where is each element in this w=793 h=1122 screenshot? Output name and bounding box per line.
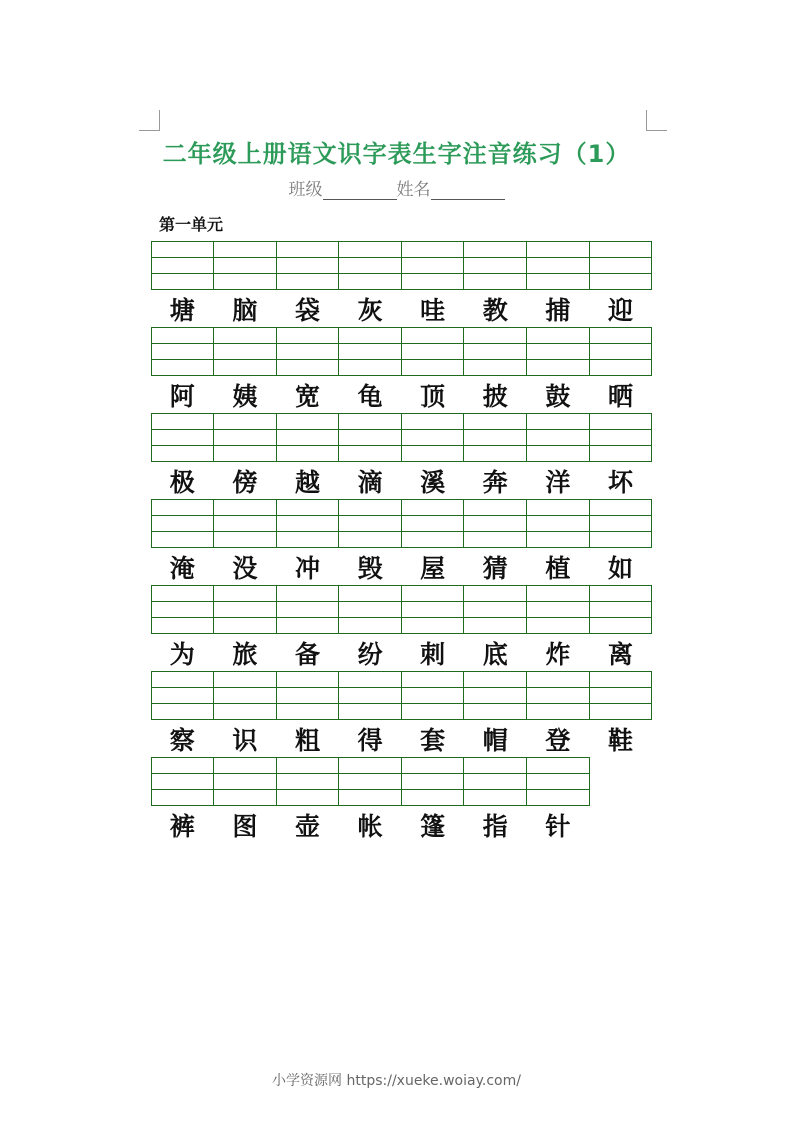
hanzi-character: 纷 [357,640,383,669]
hanzi-character: 捕 [545,296,571,325]
pinyin-cell[interactable] [401,445,465,462]
pinyin-cell[interactable] [276,789,340,806]
pinyin-cell[interactable] [401,429,465,446]
pinyin-cell[interactable] [526,617,590,634]
hanzi-character: 识 [232,726,258,755]
hanzi-character: 离 [607,640,633,669]
pinyin-cell[interactable] [213,445,277,462]
pinyin-cell[interactable] [338,687,402,704]
pinyin-cell[interactable] [213,241,277,258]
pinyin-cell[interactable] [463,757,527,774]
hanzi-character: 猜 [482,554,508,583]
hanzi-character: 教 [482,296,508,325]
pinyin-cell[interactable] [463,499,527,516]
pinyin-cell[interactable] [151,617,215,634]
pinyin-cell[interactable] [589,413,653,430]
pinyin-cell[interactable] [463,445,527,462]
pinyin-cell[interactable] [401,617,465,634]
pinyin-cell[interactable] [213,327,277,344]
hanzi-character: 屋 [420,554,446,583]
pinyin-writing-grid [151,671,652,719]
pinyin-cell[interactable] [338,273,402,290]
hanzi-character: 针 [545,812,571,841]
pinyin-cell[interactable] [338,413,402,430]
pinyin-cell[interactable] [338,359,402,376]
hanzi-character: 袋 [294,296,320,325]
hanzi-character: 裤 [169,812,195,841]
pinyin-cell[interactable] [213,429,277,446]
hanzi-character: 淹 [169,554,195,583]
pinyin-cell[interactable] [526,757,590,774]
pinyin-cell[interactable] [276,241,340,258]
pinyin-cell[interactable] [526,789,590,806]
page-title: 二年级上册语文识字表生字注音练习（1） [162,140,631,168]
hanzi-character: 灰 [357,296,383,325]
hanzi-character: 如 [607,554,633,583]
character-row [151,461,652,501]
name-blank-field[interactable] [431,181,505,200]
pinyin-cell[interactable] [589,445,653,462]
page-corner-mark-left [139,110,160,131]
hanzi-character: 洋 [545,468,571,497]
pinyin-cell[interactable] [463,343,527,360]
pinyin-cell[interactable] [526,671,590,688]
pinyin-writing-grid [151,413,652,461]
pinyin-cell[interactable] [338,757,402,774]
pinyin-cell[interactable] [463,671,527,688]
hanzi-character: 底 [482,640,508,669]
hanzi-character: 得 [357,726,383,755]
pinyin-cell[interactable] [338,703,402,720]
pinyin-cell[interactable] [213,343,277,360]
character-row [151,375,652,415]
pinyin-cell[interactable] [589,515,653,532]
pinyin-cell[interactable] [401,327,465,344]
pinyin-cell[interactable] [463,773,527,790]
pinyin-cell[interactable] [526,359,590,376]
pinyin-cell[interactable] [276,531,340,548]
pinyin-cell[interactable] [463,273,527,290]
pinyin-cell[interactable] [401,241,465,258]
pinyin-cell[interactable] [213,671,277,688]
pinyin-cell[interactable] [401,585,465,602]
pinyin-cell[interactable] [589,585,653,602]
pinyin-cell[interactable] [526,413,590,430]
pinyin-cell[interactable] [213,703,277,720]
pinyin-cell[interactable] [213,499,277,516]
hanzi-character: 哇 [420,296,446,325]
pinyin-writing-grid [151,241,652,289]
pinyin-cell[interactable] [151,789,215,806]
pinyin-cell[interactable] [213,531,277,548]
hanzi-character: 壶 [294,812,320,841]
hanzi-character: 塘 [169,296,195,325]
hanzi-character: 鼓 [545,382,571,411]
pinyin-writing-grid [151,585,652,633]
hanzi-character: 溪 [420,468,446,497]
pinyin-cell[interactable] [276,617,340,634]
name-label: 姓名 [396,180,431,200]
pinyin-cell[interactable] [401,757,465,774]
pinyin-cell[interactable] [338,601,402,618]
pinyin-cell[interactable] [276,359,340,376]
hanzi-character: 傍 [232,468,258,497]
character-row [151,633,652,673]
pinyin-cell[interactable] [276,687,340,704]
pinyin-cell[interactable] [401,257,465,274]
hanzi-character: 没 [232,554,258,583]
pinyin-cell[interactable] [589,257,653,274]
pinyin-cell[interactable] [213,273,277,290]
class-blank-field[interactable] [323,181,397,200]
pinyin-cell[interactable] [401,703,465,720]
pinyin-cell[interactable] [151,531,215,548]
pinyin-cell[interactable] [463,789,527,806]
pinyin-cell[interactable] [151,257,215,274]
pinyin-cell[interactable] [401,773,465,790]
hanzi-character: 阿 [169,382,195,411]
student-info-line [0,175,793,200]
pinyin-cell[interactable] [338,429,402,446]
hanzi-character: 龟 [357,382,383,411]
pinyin-cell[interactable] [213,687,277,704]
hanzi-character: 极 [169,468,195,497]
pinyin-cell[interactable] [276,343,340,360]
hanzi-character: 滴 [357,468,383,497]
pinyin-cell[interactable] [589,671,653,688]
pinyin-cell[interactable] [213,617,277,634]
hanzi-character: 套 [420,726,446,755]
pinyin-cell[interactable] [526,585,590,602]
pinyin-cell[interactable] [276,327,340,344]
hanzi-character: 毁 [357,554,383,583]
practice-block [151,413,652,501]
pinyin-cell[interactable] [526,531,590,548]
pinyin-cell[interactable] [151,499,215,516]
pinyin-cell[interactable] [338,445,402,462]
pinyin-cell[interactable] [589,687,653,704]
hanzi-character: 帽 [482,726,508,755]
pinyin-cell[interactable] [276,601,340,618]
pinyin-cell[interactable] [401,343,465,360]
pinyin-cell[interactable] [151,445,215,462]
pinyin-cell[interactable] [213,359,277,376]
pinyin-cell[interactable] [463,703,527,720]
character-row [151,289,652,329]
practice-block [151,671,652,759]
pinyin-cell[interactable] [213,789,277,806]
pinyin-cell[interactable] [276,429,340,446]
pinyin-cell[interactable] [401,413,465,430]
hanzi-character: 炸 [545,640,571,669]
pinyin-cell[interactable] [338,671,402,688]
pinyin-cell[interactable] [213,585,277,602]
hanzi-character: 帐 [357,812,383,841]
pinyin-cell[interactable] [151,773,215,790]
pinyin-cell[interactable] [463,327,527,344]
practice-block [151,757,589,845]
pinyin-cell[interactable] [463,531,527,548]
pinyin-cell[interactable] [526,515,590,532]
pinyin-cell[interactable] [589,601,653,618]
pinyin-cell[interactable] [401,687,465,704]
hanzi-character: 宽 [294,382,320,411]
hanzi-character: 察 [169,726,195,755]
pinyin-cell[interactable] [589,241,653,258]
pinyin-cell[interactable] [151,703,215,720]
pinyin-cell[interactable] [463,585,527,602]
pinyin-cell[interactable] [213,413,277,430]
pinyin-cell[interactable] [338,617,402,634]
hanzi-character: 晒 [607,382,633,411]
character-row [151,805,589,845]
pinyin-cell[interactable] [151,273,215,290]
pinyin-cell[interactable] [338,499,402,516]
pinyin-cell[interactable] [338,515,402,532]
hanzi-character: 披 [482,382,508,411]
pinyin-cell[interactable] [463,257,527,274]
pinyin-cell[interactable] [276,257,340,274]
pinyin-cell[interactable] [213,757,277,774]
pinyin-cell[interactable] [151,429,215,446]
pinyin-cell[interactable] [151,687,215,704]
character-row [151,547,652,587]
pinyin-cell[interactable] [463,241,527,258]
pinyin-cell[interactable] [589,429,653,446]
practice-block [151,499,652,587]
hanzi-character: 越 [294,468,320,497]
pinyin-cell[interactable] [213,257,277,274]
pinyin-writing-grid [151,327,652,375]
pinyin-cell[interactable] [526,445,590,462]
hanzi-character: 冲 [294,554,320,583]
pinyin-cell[interactable] [151,757,215,774]
pinyin-cell[interactable] [338,241,402,258]
pinyin-cell[interactable] [526,429,590,446]
pinyin-cell[interactable] [276,499,340,516]
pinyin-cell[interactable] [463,413,527,430]
pinyin-cell[interactable] [151,601,215,618]
pinyin-cell[interactable] [526,343,590,360]
pinyin-cell[interactable] [589,703,653,720]
pinyin-cell[interactable] [589,617,653,634]
pinyin-cell[interactable] [276,671,340,688]
hanzi-character: 为 [169,640,195,669]
hanzi-character: 迎 [607,296,633,325]
pinyin-cell[interactable] [401,601,465,618]
pinyin-cell[interactable] [463,515,527,532]
pinyin-cell[interactable] [151,241,215,258]
pinyin-cell[interactable] [338,327,402,344]
pinyin-cell[interactable] [589,499,653,516]
pinyin-cell[interactable] [401,359,465,376]
pinyin-cell[interactable] [151,343,215,360]
pinyin-cell[interactable] [213,601,277,618]
practice-block [151,241,652,329]
pinyin-cell[interactable] [276,703,340,720]
pinyin-cell[interactable] [401,499,465,516]
pinyin-cell[interactable] [526,687,590,704]
practice-block [151,585,652,673]
character-row [151,719,652,759]
pinyin-cell[interactable] [589,531,653,548]
pinyin-cell[interactable] [526,241,590,258]
pinyin-cell[interactable] [151,327,215,344]
pinyin-cell[interactable] [276,757,340,774]
footer-watermark: 小学资源网 https://xueke.woiay.com/ [272,1073,521,1089]
pinyin-cell[interactable] [276,515,340,532]
pinyin-cell[interactable] [463,429,527,446]
pinyin-writing-grid [151,757,589,805]
hanzi-character: 篷 [420,812,446,841]
hanzi-character: 图 [232,812,258,841]
pinyin-cell[interactable] [338,531,402,548]
pinyin-cell[interactable] [589,273,653,290]
pinyin-cell[interactable] [463,359,527,376]
pinyin-cell[interactable] [338,343,402,360]
pinyin-cell[interactable] [589,343,653,360]
hanzi-character: 登 [545,726,571,755]
hanzi-character: 鞋 [607,726,633,755]
pinyin-cell[interactable] [589,359,653,376]
pinyin-cell[interactable] [151,359,215,376]
pinyin-cell[interactable] [401,531,465,548]
hanzi-character: 坏 [607,468,633,497]
pinyin-cell[interactable] [401,671,465,688]
hanzi-character: 奔 [482,468,508,497]
pinyin-cell[interactable] [151,413,215,430]
pinyin-cell[interactable] [463,601,527,618]
hanzi-character: 刺 [420,640,446,669]
pinyin-cell[interactable] [463,617,527,634]
pinyin-cell[interactable] [526,601,590,618]
pinyin-cell[interactable] [338,585,402,602]
unit-heading: 第一单元 [159,215,224,234]
pinyin-cell[interactable] [526,703,590,720]
pinyin-cell[interactable] [401,515,465,532]
pinyin-cell[interactable] [589,327,653,344]
hanzi-character: 旅 [232,640,258,669]
pinyin-cell[interactable] [276,773,340,790]
pinyin-cell[interactable] [151,671,215,688]
hanzi-character: 备 [294,640,320,669]
practice-block [151,327,652,415]
hanzi-character: 粗 [294,726,320,755]
pinyin-cell[interactable] [151,515,215,532]
pinyin-cell[interactable] [526,499,590,516]
hanzi-character: 脑 [232,296,258,325]
pinyin-cell[interactable] [276,445,340,462]
class-label: 班级 [288,180,323,200]
pinyin-cell[interactable] [526,257,590,274]
pinyin-cell[interactable] [401,273,465,290]
pinyin-cell[interactable] [526,273,590,290]
pinyin-cell[interactable] [276,585,340,602]
pinyin-cell[interactable] [401,789,465,806]
hanzi-character: 顶 [420,382,446,411]
pinyin-writing-grid [151,499,652,547]
hanzi-character: 指 [482,812,508,841]
pinyin-cell[interactable] [276,273,340,290]
pinyin-cell[interactable] [338,789,402,806]
pinyin-cell[interactable] [213,515,277,532]
page-corner-mark-right [646,110,667,131]
pinyin-cell[interactable] [463,687,527,704]
pinyin-cell[interactable] [151,585,215,602]
pinyin-cell[interactable] [526,327,590,344]
hanzi-character: 姨 [232,382,258,411]
hanzi-character: 植 [545,554,571,583]
pinyin-cell[interactable] [338,257,402,274]
pinyin-cell[interactable] [213,773,277,790]
pinyin-cell[interactable] [276,413,340,430]
pinyin-cell[interactable] [338,773,402,790]
pinyin-cell[interactable] [526,773,590,790]
